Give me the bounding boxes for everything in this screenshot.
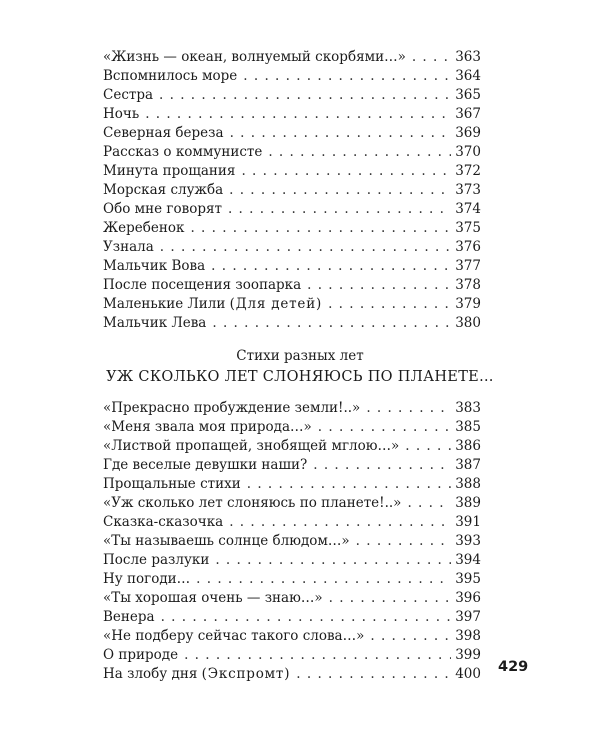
toc-entry: [103, 162, 481, 181]
toc-entry-title: [103, 437, 399, 456]
toc-entry: [103, 399, 481, 418]
toc-entry-title: [103, 181, 223, 200]
toc-entry: [103, 257, 481, 276]
toc-entry-title: [103, 219, 184, 238]
toc-entry: [103, 105, 481, 124]
toc-entry-title: [103, 143, 262, 162]
dot-leader: [184, 646, 451, 665]
toc-entry-page: 378: [455, 277, 481, 293]
toc-entry-page: 399: [455, 647, 481, 663]
section-subtitle: Стихи разных лет: [236, 348, 364, 364]
dot-leader: [405, 437, 451, 456]
toc-entry-title: [103, 124, 224, 143]
dot-leader: [307, 276, 451, 295]
toc-entry-title-text: Обо мне говорят: [103, 201, 222, 217]
toc-entry-page: 369: [455, 125, 481, 141]
toc-entry-title: [103, 314, 206, 333]
dot-leader: [161, 608, 452, 627]
toc-entry: [103, 238, 481, 257]
toc-entry-title-text: «Уж сколько лет слоняюсь по планете!..»: [103, 495, 402, 511]
toc-entry-title-text: Где веселые девушки наши?: [103, 457, 308, 473]
toc-entry-page: 365: [455, 87, 481, 103]
dot-leader: [229, 513, 451, 532]
toc-entry-title: [103, 570, 190, 589]
toc-entry-title-text: Прощальные стихи: [103, 476, 241, 492]
toc-entry-title-text: После разлуки: [103, 552, 210, 568]
toc-list-part-1: [103, 48, 481, 333]
toc-entry-title: [103, 238, 154, 257]
toc-entry: [103, 570, 481, 589]
toc-entry: [103, 124, 481, 143]
toc-entry-title: [103, 86, 153, 105]
dot-leader: [190, 219, 451, 238]
toc-entry-title: [103, 475, 241, 494]
toc-entry-title: [103, 67, 237, 86]
toc-entry: [103, 181, 481, 200]
toc-entry-page: 398: [455, 628, 481, 644]
dot-leader: [230, 124, 452, 143]
toc-entry-title-text: Ночь: [103, 106, 140, 122]
toc-entry: [103, 475, 481, 494]
toc-entry: [103, 627, 481, 646]
toc-entry-page: 395: [455, 571, 481, 587]
toc-entry: [103, 437, 481, 456]
dot-leader: [318, 418, 451, 437]
toc-entry-title-text: О природе: [103, 647, 179, 663]
toc-entry-title-text: На злобу дня: [103, 666, 198, 682]
toc-entry-title-text: Рассказ о коммунисте: [103, 144, 263, 160]
toc-entry-title: [103, 418, 312, 437]
dot-leader: [228, 200, 451, 219]
toc-entry: [103, 456, 481, 475]
toc-entry-title: [103, 399, 360, 418]
toc-list-part-2: [103, 399, 481, 684]
toc-entry-page: 389: [455, 495, 481, 511]
toc-entry-title: [103, 456, 307, 475]
dot-leader: [407, 494, 451, 513]
toc-entry-title: [103, 295, 322, 314]
toc-entry-page: 385: [455, 419, 481, 435]
toc-entry-page: 388: [455, 476, 481, 492]
toc-entry-title-text: Мальчик Лева: [103, 315, 207, 331]
toc-entry: [103, 589, 481, 608]
toc-entry-title-text: «Не подберу сейчас такого слова…»: [103, 628, 365, 644]
toc-entry-title: [103, 513, 223, 532]
dot-leader: [159, 86, 451, 105]
dot-leader: [196, 570, 451, 589]
toc-entry-title-text: Северная береза: [103, 125, 224, 141]
toc-entry-page: 363: [455, 49, 481, 65]
toc-entry-title-text: Морская служба: [103, 182, 224, 198]
toc-entry-title-text: «Меня звала моя природа…»: [103, 419, 312, 435]
dot-leader: [296, 665, 451, 684]
toc-entry-page: 393: [455, 533, 481, 549]
toc-entry: [103, 665, 481, 684]
toc-entry: [103, 608, 481, 627]
toc-entry-page: 400: [455, 666, 481, 682]
toc-entry-title: [103, 276, 301, 295]
toc-entry-title: [103, 665, 290, 684]
dot-leader: [211, 257, 451, 276]
toc-entry: [103, 143, 481, 162]
dot-leader: [356, 532, 452, 551]
toc-entry: [103, 314, 481, 333]
toc-entry-title-text: Мальчик Вова: [103, 258, 206, 274]
toc-entry-title: [103, 494, 401, 513]
dot-leader: [247, 475, 451, 494]
toc-entry: [103, 513, 481, 532]
toc-entry: [103, 48, 481, 67]
toc-entry-title-text: Сказка-сказочка: [103, 514, 224, 530]
dot-leader: [370, 627, 451, 646]
toc-entry-title: [103, 627, 364, 646]
toc-entry-page: 374: [455, 201, 481, 217]
toc-entry: [103, 86, 481, 105]
toc-entry-title-text: «Листвой пропащей, знобящей мглою…»: [103, 438, 400, 454]
toc-entry: [103, 418, 481, 437]
toc-entry-title-text: «Жизнь — океан, волнуемый скорбями…»: [103, 49, 406, 65]
page-number: 429: [498, 659, 529, 675]
toc-entry: [103, 551, 481, 570]
toc-entry-page: 383: [455, 400, 481, 416]
toc-entry-page: 379: [455, 296, 481, 312]
toc-entry: [103, 67, 481, 86]
toc-entry-title: [103, 257, 205, 276]
toc-entry-page: 376: [455, 239, 481, 255]
dot-leader: [313, 456, 451, 475]
toc-entry-page: 397: [455, 609, 481, 625]
toc-entry-title: [103, 608, 155, 627]
dot-leader: [366, 399, 451, 418]
toc-entry-page: 394: [455, 552, 481, 568]
toc-entry: [103, 200, 481, 219]
toc-entry-title: [103, 105, 139, 124]
toc-entry-title-text: Жеребенок: [103, 220, 185, 236]
toc-entry-title: [103, 646, 178, 665]
toc-entry: [103, 219, 481, 238]
toc-entry-title: [103, 589, 323, 608]
toc-entry-title-text: Узнала: [103, 239, 154, 255]
toc-entry-title-text: Сестра: [103, 87, 154, 103]
toc-entry: [103, 494, 481, 513]
toc-entry-title: [103, 551, 209, 570]
toc-entry-page: 372: [455, 163, 481, 179]
dot-leader: [160, 238, 451, 257]
dot-leader: [412, 48, 451, 67]
toc-entry-page: 364: [455, 68, 481, 84]
dot-leader: [241, 162, 451, 181]
dot-leader: [215, 551, 451, 570]
toc-entry-page: 386: [455, 438, 481, 454]
toc-entry: [103, 276, 481, 295]
toc-entry-title-text: Маленькие Лили: [103, 296, 226, 312]
dot-leader: [229, 181, 451, 200]
toc-entry-title: [103, 48, 406, 67]
toc-entry-title-text: «Ты хорошая очень — знаю…»: [103, 590, 323, 606]
toc-entry-title-text: Вспомнилось море: [103, 68, 238, 84]
toc-entry-title: [103, 200, 222, 219]
toc-entry: [103, 646, 481, 665]
toc-entry-title-text: После посещения зоопарка: [103, 277, 302, 293]
toc-entry-page: 377: [455, 258, 481, 274]
toc-entry-page: 373: [455, 182, 481, 198]
toc-entry-title-text: Венера: [103, 609, 155, 625]
toc-entry-title: [103, 532, 350, 551]
toc-entry-page: 387: [455, 457, 481, 473]
toc-entry-title-text: Минута прощания: [103, 163, 236, 179]
toc-entry-page: 367: [455, 106, 481, 122]
dot-leader: [329, 589, 452, 608]
dot-leader: [328, 295, 451, 314]
dot-leader: [212, 314, 451, 333]
toc-entry-page: 380: [455, 315, 481, 331]
toc-entry: [103, 532, 481, 551]
toc-entry-note: (Экспромт): [201, 666, 291, 682]
section-heading: УЖ СКОЛЬКО ЛЕТ СЛОНЯЮСЬ ПО ПЛАНЕТЕ…: [106, 369, 494, 385]
toc-entry-title-text: «Ты называешь солнце блюдом…»: [103, 533, 350, 549]
toc-entry-title-text: Ну погоди…: [103, 571, 191, 587]
toc-entry-page: 370: [455, 144, 481, 160]
dot-leader: [243, 67, 451, 86]
toc-entry: [103, 295, 481, 314]
toc-entry-title: [103, 162, 235, 181]
dot-leader: [145, 105, 451, 124]
toc-entry-note: (Для детей): [229, 296, 323, 312]
dot-leader: [268, 143, 451, 162]
toc-entry-title-text: «Прекрасно пробуждение земли!..»: [103, 400, 361, 416]
toc-entry-page: 396: [455, 590, 481, 606]
toc-entry-page: 391: [455, 514, 481, 530]
toc-entry-page: 375: [455, 220, 481, 236]
